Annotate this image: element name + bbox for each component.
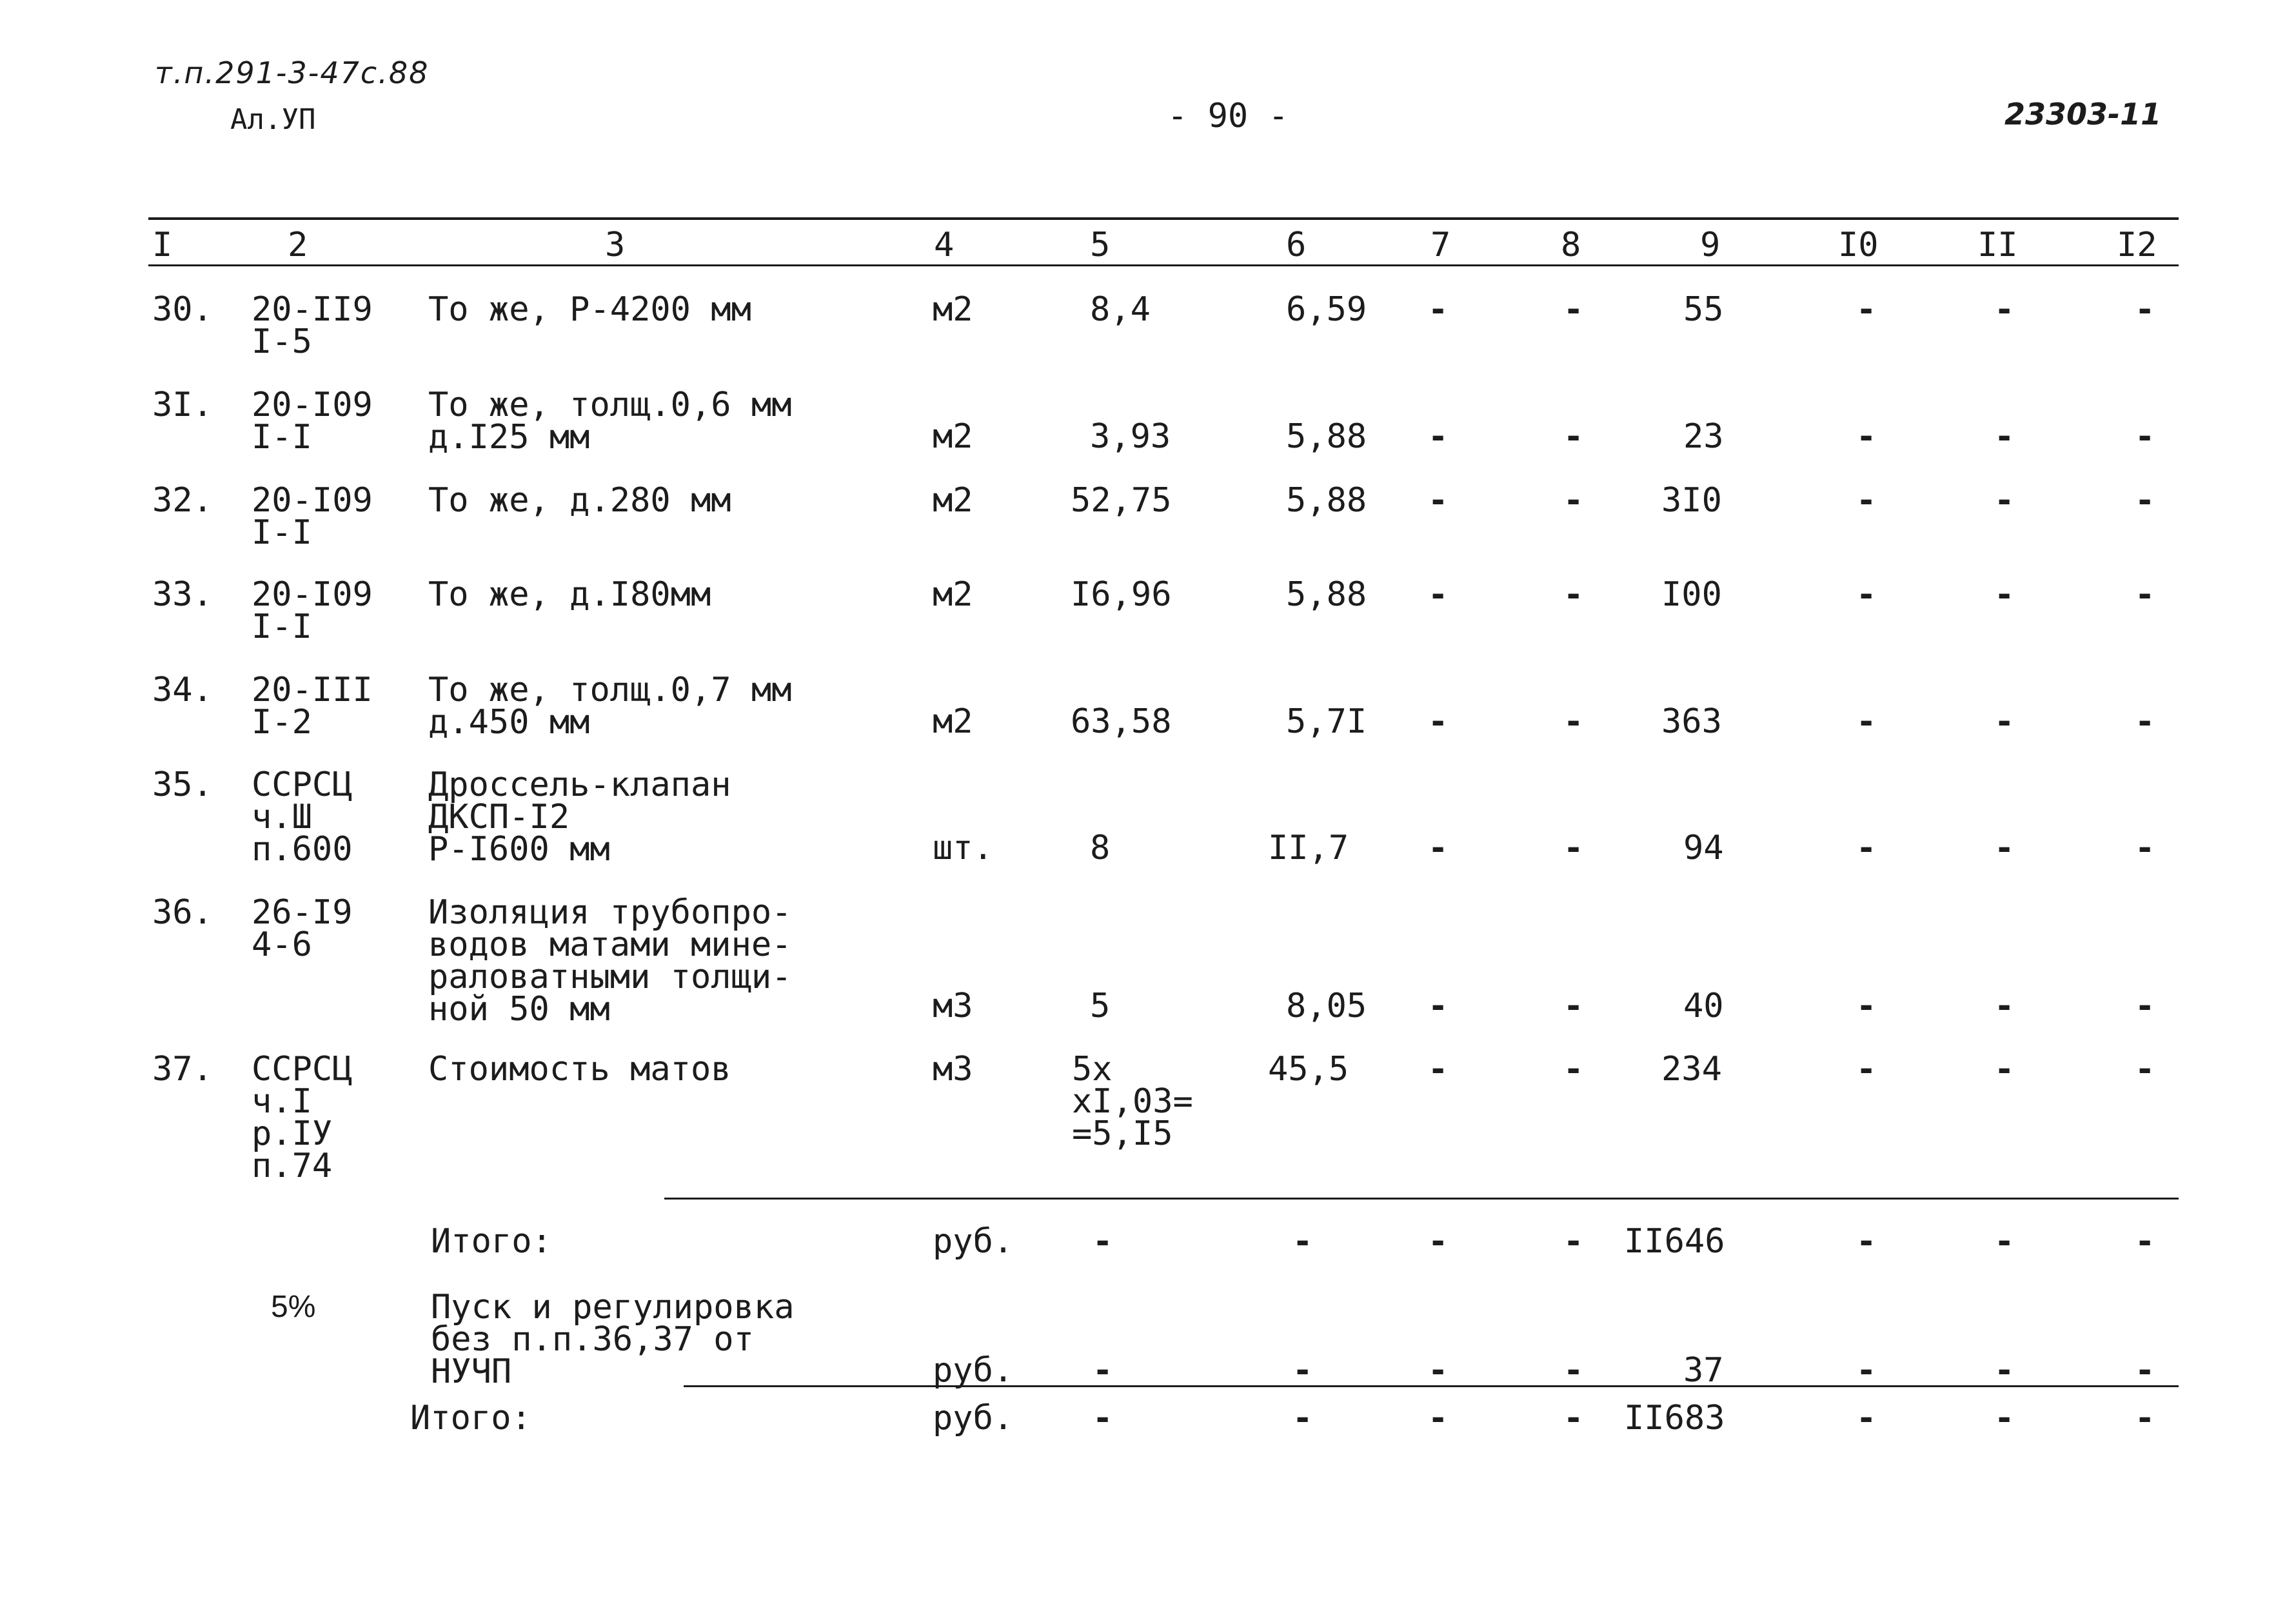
unit-price: 5,88 [1286,575,1367,614]
unit-price: - [1292,1399,1313,1437]
quantity: - [1093,1399,1113,1437]
quantity: 5 [1090,987,1111,1025]
work-name: То же, Р-4200 мм [428,290,751,329]
quantity: - [1093,1222,1113,1261]
work-name: То же, д.I80мм [428,575,711,614]
unit-price: - [1292,1222,1313,1261]
column-header: II [1977,226,2018,264]
unit-price: 45,5 [1268,1050,1349,1089]
col-7-value: - [1428,1399,1449,1437]
column-header: 2 [288,226,308,264]
column-header: I2 [2117,226,2157,264]
col-10-value: - [1856,417,1877,456]
quantity: 63,58 [1071,702,1172,741]
total-cost: 40 [1683,987,1724,1025]
work-name: Дроссель-клапан ДКСП-I2 Р-I600 мм [428,766,731,869]
col-11-value: - [1994,290,2015,329]
norm-code: 20-I09 I-I [252,386,373,457]
col-10-value: - [1856,1222,1877,1261]
col-12-value: - [2135,417,2155,456]
col-10-value: - [1856,1351,1877,1390]
row-number: 30. [152,290,213,329]
col-8-value: - [1563,702,1584,741]
norm-code: 20-II9 I-5 [252,290,373,361]
unit-price: 5,88 [1286,481,1367,520]
startup-label: Пуск и регулировка без п.п.36,37 от НУЧП [431,1288,795,1391]
column-header: I0 [1838,226,1879,264]
unit-price: 5,88 [1286,417,1367,456]
row-number: 32. [152,481,213,520]
col-11-value: - [1994,987,2015,1025]
col-8-value: - [1563,481,1584,520]
column-header: 5 [1090,226,1111,264]
col-7-value: - [1428,702,1449,741]
row-number: 35. [152,766,213,804]
total-cost: 363 [1661,702,1722,741]
col-8-value: - [1563,1399,1584,1437]
column-header: 6 [1286,226,1307,264]
work-name: Изоляция трубопро- водов матами мине- раловатными толщи- ной 50 мм [428,893,792,1029]
grand-total-label: Итого: [410,1399,531,1437]
quantity: 5х хI,03= =5,I5 [1072,1050,1193,1153]
col-10-value: - [1856,290,1877,329]
column-header: 7 [1430,226,1451,264]
quantity: 52,75 [1071,481,1172,520]
column-header: 3 [605,226,626,264]
unit: м2 [933,575,973,614]
col-8-value: - [1563,987,1584,1025]
col-12-value: - [2135,829,2155,867]
col-12-value: - [2135,481,2155,520]
row-number: 34. [152,671,213,709]
quantity: 8 [1090,829,1111,867]
col-12-value: - [2135,702,2155,741]
col-8-value: - [1563,829,1584,867]
col-11-value: - [1994,417,2015,456]
col-7-value: - [1428,290,1449,329]
col-10-value: - [1856,829,1877,867]
col-12-value: - [2135,987,2155,1025]
col-10-value: - [1856,575,1877,614]
row-number: 33. [152,575,213,614]
col-11-value: - [1994,702,2015,741]
total-cost: 23 [1683,417,1724,456]
total-cost: II646 [1624,1222,1725,1261]
unit-price: 8,05 [1286,987,1367,1025]
unit: руб. [933,1399,1014,1437]
album-label: Ал.УП [230,103,316,136]
col-10-value: - [1856,987,1877,1025]
col-11-value: - [1994,481,2015,520]
row-number: 3I. [152,386,213,424]
col-12-value: - [2135,575,2155,614]
subtotal-label: Итого: [431,1222,552,1261]
unit-price: 5,7I [1286,702,1367,741]
col-7-value: - [1428,1050,1449,1089]
column-header: 4 [934,226,955,264]
col-11-value: - [1994,1351,2015,1390]
unit: м2 [933,481,973,520]
col-10-value: - [1856,702,1877,741]
unit-price: 6,59 [1286,290,1367,329]
page-number: - 90 - [1167,97,1289,135]
total-cost: 234 [1661,1050,1722,1089]
unit: руб. [933,1222,1014,1261]
row-number: 36. [152,893,213,932]
unit: м2 [933,702,973,741]
total-cost: 3I0 [1661,481,1722,520]
quantity: I6,96 [1071,575,1172,614]
col-10-value: - [1856,1399,1877,1437]
norm-code: 20-I09 I-I [252,575,373,646]
unit: м2 [933,417,973,456]
col-7-value: - [1428,1351,1449,1390]
col-10-value: - [1856,481,1877,520]
col-8-value: - [1563,1050,1584,1089]
norm-code: 20-I09 I-I [252,481,373,552]
table-top-rule [148,217,2179,220]
work-name: Стоимость матов [428,1050,731,1089]
row-number: 37. [152,1050,213,1089]
col-8-value: - [1563,1351,1584,1390]
total-cost: I00 [1661,575,1722,614]
total-cost: 55 [1683,290,1724,329]
unit: м2 [933,290,973,329]
total-cost: 37 [1683,1351,1724,1390]
column-header: 8 [1561,226,1581,264]
norm-code: ССРСЦ ч.I р.IУ п.74 [252,1050,353,1185]
work-name: То же, толщ.0,7 мм д.450 мм [428,671,792,742]
unit-price: - [1292,1351,1313,1390]
unit: м3 [933,1050,973,1089]
work-name: То же, д.280 мм [428,481,731,520]
col-12-value: - [2135,1399,2155,1437]
col-8-value: - [1563,417,1584,456]
column-header: 9 [1700,226,1721,264]
col-7-value: - [1428,987,1449,1025]
document-code: т.п.291-3-47с.88 [155,55,430,90]
work-name: То же, толщ.0,6 мм д.I25 мм [428,386,792,457]
col-11-value: - [1994,1399,2015,1437]
col-8-value: - [1563,1222,1584,1261]
norm-code: 26-I9 4-6 [252,893,353,964]
norm-code: ССРСЦ ч.Ш п.600 [252,766,353,869]
unit-price: II,7 [1268,829,1349,867]
grand-total-rule [684,1385,2179,1387]
inventory-number: 23303-11 [2004,97,2162,132]
col-7-value: - [1428,481,1449,520]
quantity: 3,93 [1090,417,1171,456]
col-11-value: - [1994,575,2015,614]
percent-label: 5% [271,1290,316,1324]
col-12-value: - [2135,1222,2155,1261]
unit: руб. [933,1351,1014,1390]
total-cost: 94 [1683,829,1724,867]
quantity: - [1093,1351,1113,1390]
col-10-value: - [1856,1050,1877,1089]
unit: м3 [933,987,973,1025]
column-header: I [152,226,173,264]
unit: шт. [933,829,993,867]
col-8-value: - [1563,575,1584,614]
col-11-value: - [1994,829,2015,867]
col-7-value: - [1428,829,1449,867]
col-12-value: - [2135,290,2155,329]
table-header-rule [148,264,2179,266]
total-cost: II683 [1624,1399,1725,1437]
col-8-value: - [1563,290,1584,329]
col-11-value: - [1994,1222,2015,1261]
subtotal-rule [664,1198,2179,1200]
col-12-value: - [2135,1050,2155,1089]
col-7-value: - [1428,1222,1449,1261]
norm-code: 20-III I-2 [252,671,373,742]
col-7-value: - [1428,575,1449,614]
col-7-value: - [1428,417,1449,456]
col-11-value: - [1994,1050,2015,1089]
quantity: 8,4 [1090,290,1151,329]
col-12-value: - [2135,1351,2155,1390]
